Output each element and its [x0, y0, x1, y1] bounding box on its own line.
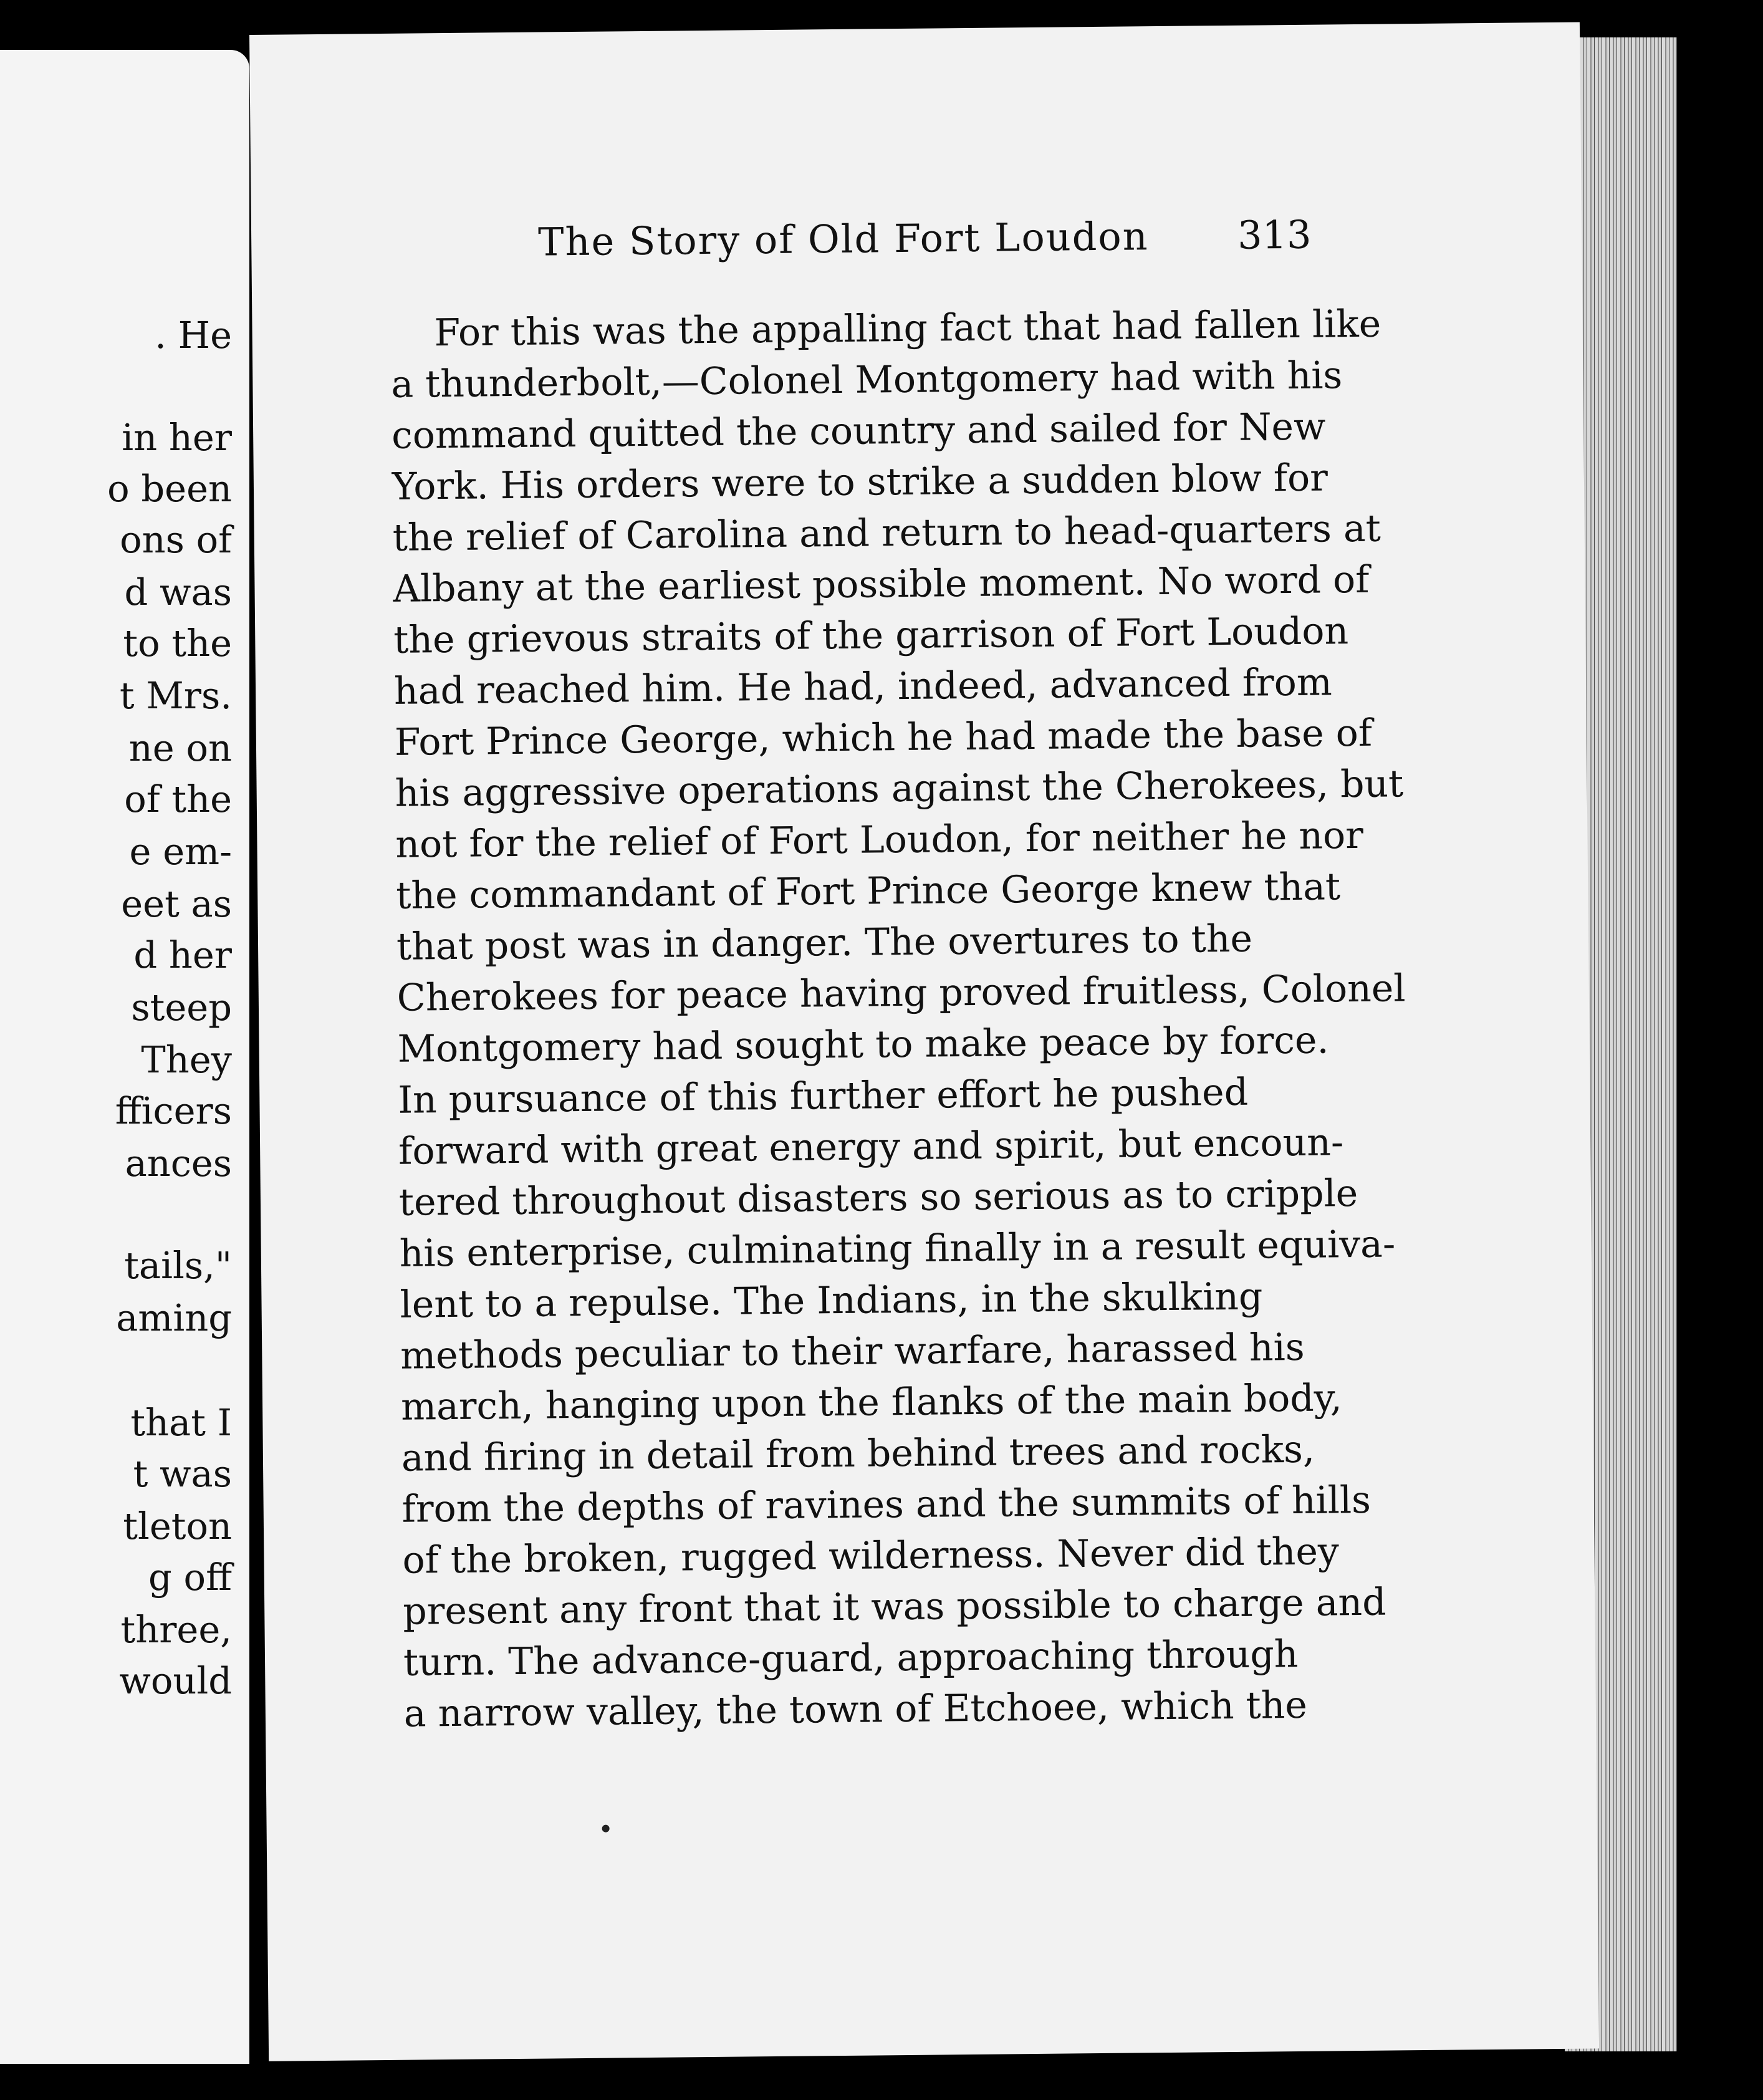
- text-line: a narrow valley, the town of Etchoee, which the: [403, 1683, 1308, 1736]
- text-line: not for the relief of Fort Loudon, for neither he nor: [395, 813, 1364, 867]
- text-line: York. His orders were to strike a sudden blow for: [392, 456, 1328, 509]
- left-page-text-fragment: d her: [133, 933, 232, 976]
- text-line: In pursuance of this further effort he pushed: [398, 1070, 1249, 1122]
- text-line: Albany at the earliest possible moment. No word of: [393, 557, 1370, 611]
- text-line: Cherokees for peace having proved fruitless, Colonel: [396, 966, 1406, 1020]
- left-page: [0, 50, 249, 2064]
- running-head: The Story of Old Fort Loudon: [537, 213, 1149, 265]
- text-line: Montgomery had sought to make peace by force.: [397, 1018, 1329, 1071]
- text-line: Fort Prince George, which he had made the base of: [394, 711, 1373, 764]
- left-page-text-fragment: eet as: [121, 882, 232, 925]
- left-page-text-fragment: ne on: [128, 726, 232, 769]
- text-line: a thunderbolt,—Colonel Montgomery had with his: [391, 354, 1343, 407]
- text-line: his aggressive operations against the Cherokees, but: [395, 762, 1404, 816]
- left-page-text-fragment: steep: [131, 986, 232, 1029]
- ink-speck: [602, 1825, 610, 1833]
- left-page-text-fragment: . He: [155, 314, 232, 357]
- left-page-text-fragment: of the: [124, 778, 232, 821]
- left-page-text-fragment: o been: [107, 467, 232, 510]
- text-line: had reached him. He had, indeed, advanced from: [393, 660, 1333, 713]
- text-line: the commandant of Fort Prince George knew that: [395, 865, 1341, 918]
- left-page-text-fragment: e em-: [129, 830, 232, 873]
- text-line: turn. The advance-guard, approaching through: [403, 1632, 1299, 1685]
- text-line: march, hanging upon the flanks of the main body,: [400, 1376, 1343, 1429]
- text-line: command quitted the country and sailed for New: [391, 405, 1326, 458]
- left-page-text-fragment: to the: [123, 622, 232, 665]
- text-line: that post was in danger. The overtures to the: [396, 917, 1253, 969]
- page-number: 313: [1237, 211, 1312, 258]
- text-line: lent to a repulse. The Indians, in the skulking: [400, 1274, 1263, 1327]
- left-page-text-fragment: t was: [133, 1452, 232, 1495]
- text-line: from the depths of ravines and the summits of hills: [401, 1478, 1371, 1531]
- left-page-text-fragment: tleton: [123, 1505, 232, 1548]
- page-body-text: [390, 299, 1406, 1740]
- text-line: present any front that it was possible to charge and: [402, 1580, 1386, 1634]
- left-page-text-fragment: in her: [122, 416, 232, 459]
- text-line: tered throughout disasters so serious as to cripple: [398, 1172, 1358, 1225]
- right-page: [249, 22, 1599, 2061]
- left-page-text-fragment: t Mrs.: [119, 674, 232, 717]
- left-page-text-fragment: ons of: [120, 518, 232, 561]
- text-line: For this was the appalling fact that had fallen like: [434, 302, 1381, 355]
- left-page-text-fragment: tails,": [124, 1244, 232, 1287]
- left-page-text-fragment: They: [141, 1038, 232, 1081]
- text-line: of the broken, rugged wilderness. Never did they: [402, 1529, 1340, 1582]
- left-page-text-fragment: three,: [120, 1608, 232, 1651]
- text-line: and firing in detail from behind trees and rocks,: [401, 1427, 1315, 1480]
- left-page-text-fragment: would: [119, 1659, 232, 1702]
- text-line: his enterprise, culminating finally in a result equiva-: [399, 1222, 1396, 1276]
- text-line: forward with great energy and spirit, but encoun-: [398, 1120, 1344, 1173]
- text-line: methods peculiar to their warfare, harassed his: [400, 1325, 1305, 1378]
- left-page-text-fragment: g off: [148, 1556, 232, 1599]
- left-page-text-fragment: d was: [124, 571, 232, 614]
- left-page-text-fragment: aming: [116, 1296, 232, 1339]
- text-line: the relief of Carolina and return to head-quarters at: [392, 506, 1381, 560]
- text-line: the grievous straits of the garrison of Fort Loudon: [393, 609, 1349, 662]
- left-page-text-fragment: fficers: [115, 1089, 232, 1132]
- left-page-text-fragment: that I: [130, 1401, 232, 1444]
- left-page-text-fragment: ances: [125, 1142, 232, 1185]
